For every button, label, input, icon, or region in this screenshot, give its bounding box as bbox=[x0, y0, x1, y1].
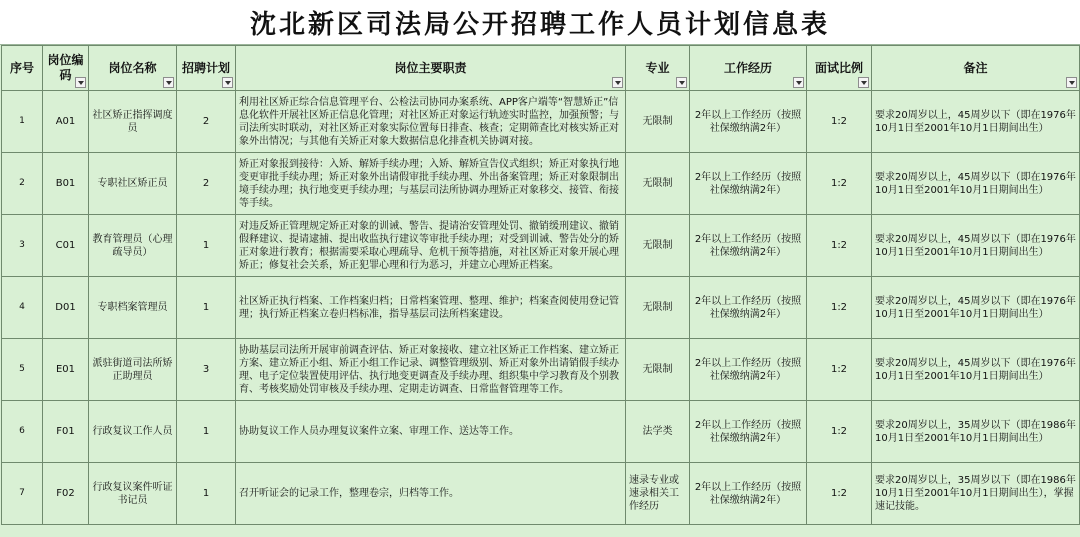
cell-duty bbox=[236, 153, 626, 215]
cell-name: 专职社区矫正员 bbox=[89, 153, 177, 215]
header-name: 岗位名称 bbox=[89, 46, 177, 91]
title-row bbox=[0, 0, 1080, 45]
duty-text: 召开听证会的记录工作，整理卷宗，归档等工作。 bbox=[239, 488, 459, 499]
duty-text: 协助复议工作人员办理复议案件立案、审理工作、送达等工作。 bbox=[239, 426, 519, 437]
cell-plan: 2 bbox=[177, 153, 236, 215]
table-row bbox=[2, 153, 1080, 215]
recruitment-table bbox=[1, 45, 1080, 525]
cell-plan: 1 bbox=[177, 215, 236, 277]
cell-duty bbox=[236, 463, 626, 525]
filter-dropdown-icon[interactable] bbox=[676, 77, 687, 88]
cell-seq: 5 bbox=[2, 339, 43, 401]
cell-plan: 3 bbox=[177, 339, 236, 401]
cell-major: 无限制 bbox=[626, 215, 690, 277]
cell-plan: 1 bbox=[177, 401, 236, 463]
table-row bbox=[2, 463, 1080, 525]
cell-duty bbox=[236, 91, 626, 153]
cell-major: 无限制 bbox=[626, 339, 690, 401]
filter-dropdown-icon[interactable] bbox=[858, 77, 869, 88]
filter-dropdown-icon[interactable] bbox=[612, 77, 623, 88]
duty-text: 社区矫正执行档案、工作档案归档；日常档案管理、整理、维护；档案查阅使用登记管理；执行矫正档案立卷归档标准，指导基层司法所档案建设。 bbox=[239, 295, 619, 320]
cell-name: 派驻街道司法所矫正助理员 bbox=[89, 339, 177, 401]
cell-experience: 2年以上工作经历（按照社保缴纳满2年） bbox=[690, 215, 807, 277]
cell-remark: 要求20周岁以上，45周岁以下（即在1976年10月1日至2001年10月1日期间出生） bbox=[872, 339, 1080, 401]
cell-ratio: 1:2 bbox=[807, 215, 872, 277]
cell-plan: 2 bbox=[177, 91, 236, 153]
cell-plan: 1 bbox=[177, 277, 236, 339]
cell-seq: 1 bbox=[2, 91, 43, 153]
cell-seq: 2 bbox=[2, 153, 43, 215]
cell-ratio: 1:2 bbox=[807, 277, 872, 339]
header-duty: 岗位主要职责 bbox=[236, 46, 626, 91]
cell-code: E01 bbox=[43, 339, 89, 401]
header-experience: 工作经历 bbox=[690, 46, 807, 91]
cell-experience: 2年以上工作经历（按照社保缴纳满2年） bbox=[690, 91, 807, 153]
cell-ratio: 1:2 bbox=[807, 91, 872, 153]
table-row bbox=[2, 215, 1080, 277]
filter-dropdown-icon[interactable] bbox=[1066, 77, 1077, 88]
filter-dropdown-icon[interactable] bbox=[222, 77, 233, 88]
cell-ratio: 1:2 bbox=[807, 153, 872, 215]
duty-text: 矫正对象报到接待：入矫、解矫手续办理；入矫、解矫宣告仪式组织；矫正对象执行地变更审批手续办理；矫正对象外出请假审批手续办理、外出备案管理；矫正对象限制出境手续办理；执行地变更手续办理；与基层司法所协调办理矫正对象移交、接管、衔接等手续。 bbox=[239, 158, 619, 209]
cell-remark: 要求20周岁以上，35周岁以下（即在1986年10月1日至2001年10月1日期间出生），掌握速记技能。 bbox=[872, 463, 1080, 525]
cell-seq: 3 bbox=[2, 215, 43, 277]
cell-code: A01 bbox=[43, 91, 89, 153]
cell-experience: 2年以上工作经历（按照社保缴纳满2年） bbox=[690, 277, 807, 339]
header-code: 岗位编码 bbox=[43, 46, 89, 91]
cell-code: F02 bbox=[43, 463, 89, 525]
cell-experience: 2年以上工作经历（按照社保缴纳满2年） bbox=[690, 401, 807, 463]
cell-major: 无限制 bbox=[626, 277, 690, 339]
duty-text: 协助基层司法所开展审前调查评估、矫正对象接收、建立社区矫正工作档案、建立矫正方案、建立矫正小组、矫正小组工作记录、调整管理级别、矫正对象外出请销假手续办理、电子定位装置使用评估、执行地变更调查及手续办理、组织集中学习教育及个别教育、考核奖励处罚审核及手续办理、定期走访调查、日常监督管理等工作。 bbox=[239, 344, 619, 395]
cell-name: 教育管理员（心理疏导员） bbox=[89, 215, 177, 277]
cell-experience: 2年以上工作经历（按照社保缴纳满2年） bbox=[690, 153, 807, 215]
cell-experience: 2年以上工作经历（按照社保缴纳满2年） bbox=[690, 339, 807, 401]
cell-experience: 2年以上工作经历（按照社保缴纳满2年） bbox=[690, 463, 807, 525]
cell-ratio: 1:2 bbox=[807, 339, 872, 401]
filter-dropdown-icon[interactable] bbox=[75, 77, 86, 88]
cell-name: 行政复议工作人员 bbox=[89, 401, 177, 463]
cell-seq: 7 bbox=[2, 463, 43, 525]
cell-major: 速录专业或速录相关工作经历 bbox=[626, 463, 690, 525]
cell-ratio: 1:2 bbox=[807, 401, 872, 463]
cell-duty bbox=[236, 339, 626, 401]
cell-duty bbox=[236, 401, 626, 463]
cell-major: 法学类 bbox=[626, 401, 690, 463]
cell-code: D01 bbox=[43, 277, 89, 339]
cell-name: 行政复议案件听证书记员 bbox=[89, 463, 177, 525]
table-row bbox=[2, 401, 1080, 463]
filter-dropdown-icon[interactable] bbox=[163, 77, 174, 88]
cell-code: F01 bbox=[43, 401, 89, 463]
cell-ratio: 1:2 bbox=[807, 463, 872, 525]
cell-major: 无限制 bbox=[626, 153, 690, 215]
header-major: 专业 bbox=[626, 46, 690, 91]
page-title: 沈北新区司法局公开招聘工作人员计划信息表 bbox=[249, 9, 830, 40]
cell-duty bbox=[236, 215, 626, 277]
duty-text: 对违反矫正管理规定矫正对象的训诫、警告、提请治安管理处罚、撤销缓刑建议、撤销假释建议、提请逮捕、提出收监执行建议等审批手续办理；对受到训诫、警告处分的矫正对象进行教育；根据需要采取心理疏导、危机干预等措施，对社区矫正对象开展心理矫正；修复社会关系，矫正犯罪心理和行为恶习，并建立心理矫正档案。 bbox=[239, 220, 619, 271]
cell-code: B01 bbox=[43, 153, 89, 215]
cell-name: 社区矫正指挥调度员 bbox=[89, 91, 177, 153]
header-remark: 备注 bbox=[872, 46, 1080, 91]
header-ratio: 面试比例 bbox=[807, 46, 872, 91]
table-row bbox=[2, 91, 1080, 153]
cell-seq: 4 bbox=[2, 277, 43, 339]
cell-plan: 1 bbox=[177, 463, 236, 525]
cell-remark: 要求20周岁以上，45周岁以下（即在1976年10月1日至2001年10月1日期间出生） bbox=[872, 215, 1080, 277]
header-plan: 招聘计划 bbox=[177, 46, 236, 91]
duty-text: 利用社区矫正综合信息管理平台、公检法司协同办案系统、APP客户端等“智慧矫正”信息化软件开展社区矫正信息化管理；对社区矫正对象运行轨迹实时监控，加强预警；与司法所实时联动，对社区矫正对象实际位置每日排查、核查；定期筛查比对核实矫正对象外出情况；与其他有关矫正对象大数据信息化排查机关协调对接。 bbox=[239, 96, 619, 147]
filter-dropdown-icon[interactable] bbox=[793, 77, 804, 88]
header-row bbox=[2, 46, 1080, 91]
cell-remark: 要求20周岁以上，45周岁以下（即在1976年10月1日至2001年10月1日期间出生） bbox=[872, 277, 1080, 339]
cell-remark: 要求20周岁以上，45周岁以下（即在1976年10月1日至2001年10月1日期间出生） bbox=[872, 91, 1080, 153]
table-row bbox=[2, 277, 1080, 339]
cell-seq: 6 bbox=[2, 401, 43, 463]
cell-code: C01 bbox=[43, 215, 89, 277]
cell-duty bbox=[236, 277, 626, 339]
cell-major: 无限制 bbox=[626, 91, 690, 153]
table-row bbox=[2, 339, 1080, 401]
cell-remark: 要求20周岁以上，35周岁以下（即在1986年10月1日至2001年10月1日期间出生） bbox=[872, 401, 1080, 463]
header-seq: 序号 bbox=[2, 46, 43, 91]
cell-name: 专职档案管理员 bbox=[89, 277, 177, 339]
cell-remark: 要求20周岁以上，45周岁以下（即在1976年10月1日至2001年10月1日期间出生） bbox=[872, 153, 1080, 215]
